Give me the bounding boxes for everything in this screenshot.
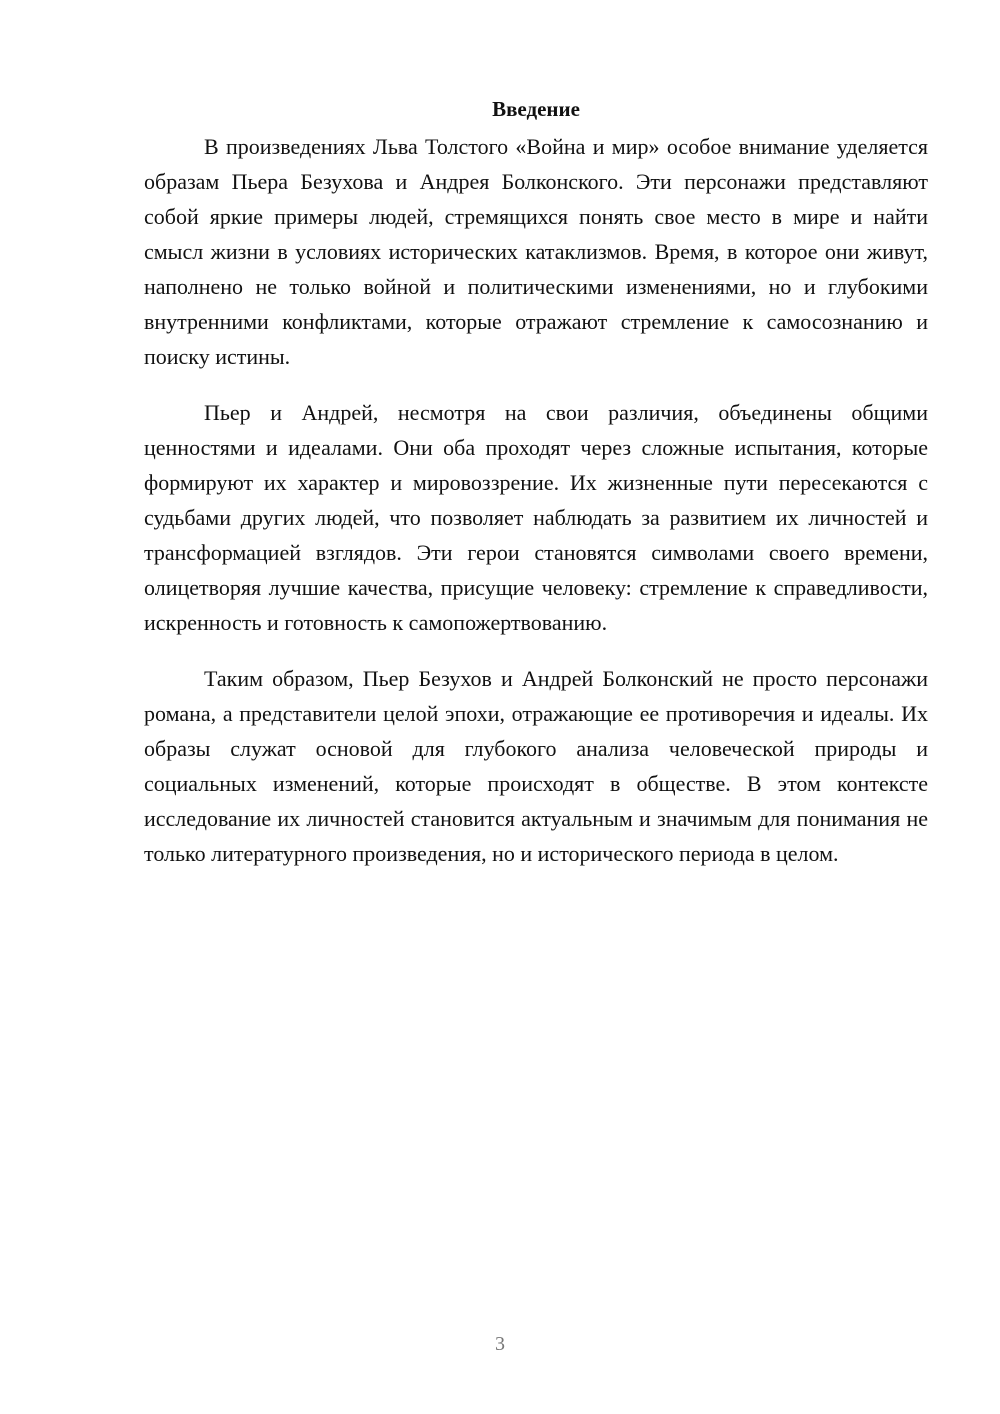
page-number: 3 bbox=[495, 1333, 505, 1355]
paragraph-2: Пьер и Андрей, несмотря на свои различия, объединены общими ценностями и идеалами. Они оба проходят через сложные испытания, которые формируют их характер и мировоззрение. Их жизненные пути пересекаются с судьбами других людей, что позволяет наблюдать за развитием их личностей и трансформацией взглядов. Эти герои становятся символами своего времени, олицетворяя лучшие качества, присущие человеку: стремление к справедливости, искренность и готовность к самопожертвованию. bbox=[144, 400, 928, 635]
section-title: Введение bbox=[492, 97, 580, 121]
paragraph-1: В произведениях Льва Толстого «Война и мир» особое внимание уделяется образам Пьера Безухова и Андрея Болконского. Эти персонажи представляют собой яркие примеры людей, стремящихся понять свое место в мире и найти смысл жизни в условиях исторических катаклизмов. Время, в которое они живут, наполнено не только войной и политическими изменениями, но и глубокими внутренними конфликтами, которые отражают стремление к самосознанию и поиску истины. bbox=[144, 134, 928, 369]
page-content bbox=[144, 92, 928, 892]
paragraph-3: Таким образом, Пьер Безухов и Андрей Болконский не просто персонажи романа, а представители целой эпохи, отражающие ее противоречия и идеалы. Их образы служат основой для глубокого анализа человеческой природы и социальных изменений, которые происходят в обществе. В этом контексте исследование их личностей становится актуальным и значимым для понимания не только литературного произведения, но и исторического периода в целом. bbox=[144, 666, 928, 866]
